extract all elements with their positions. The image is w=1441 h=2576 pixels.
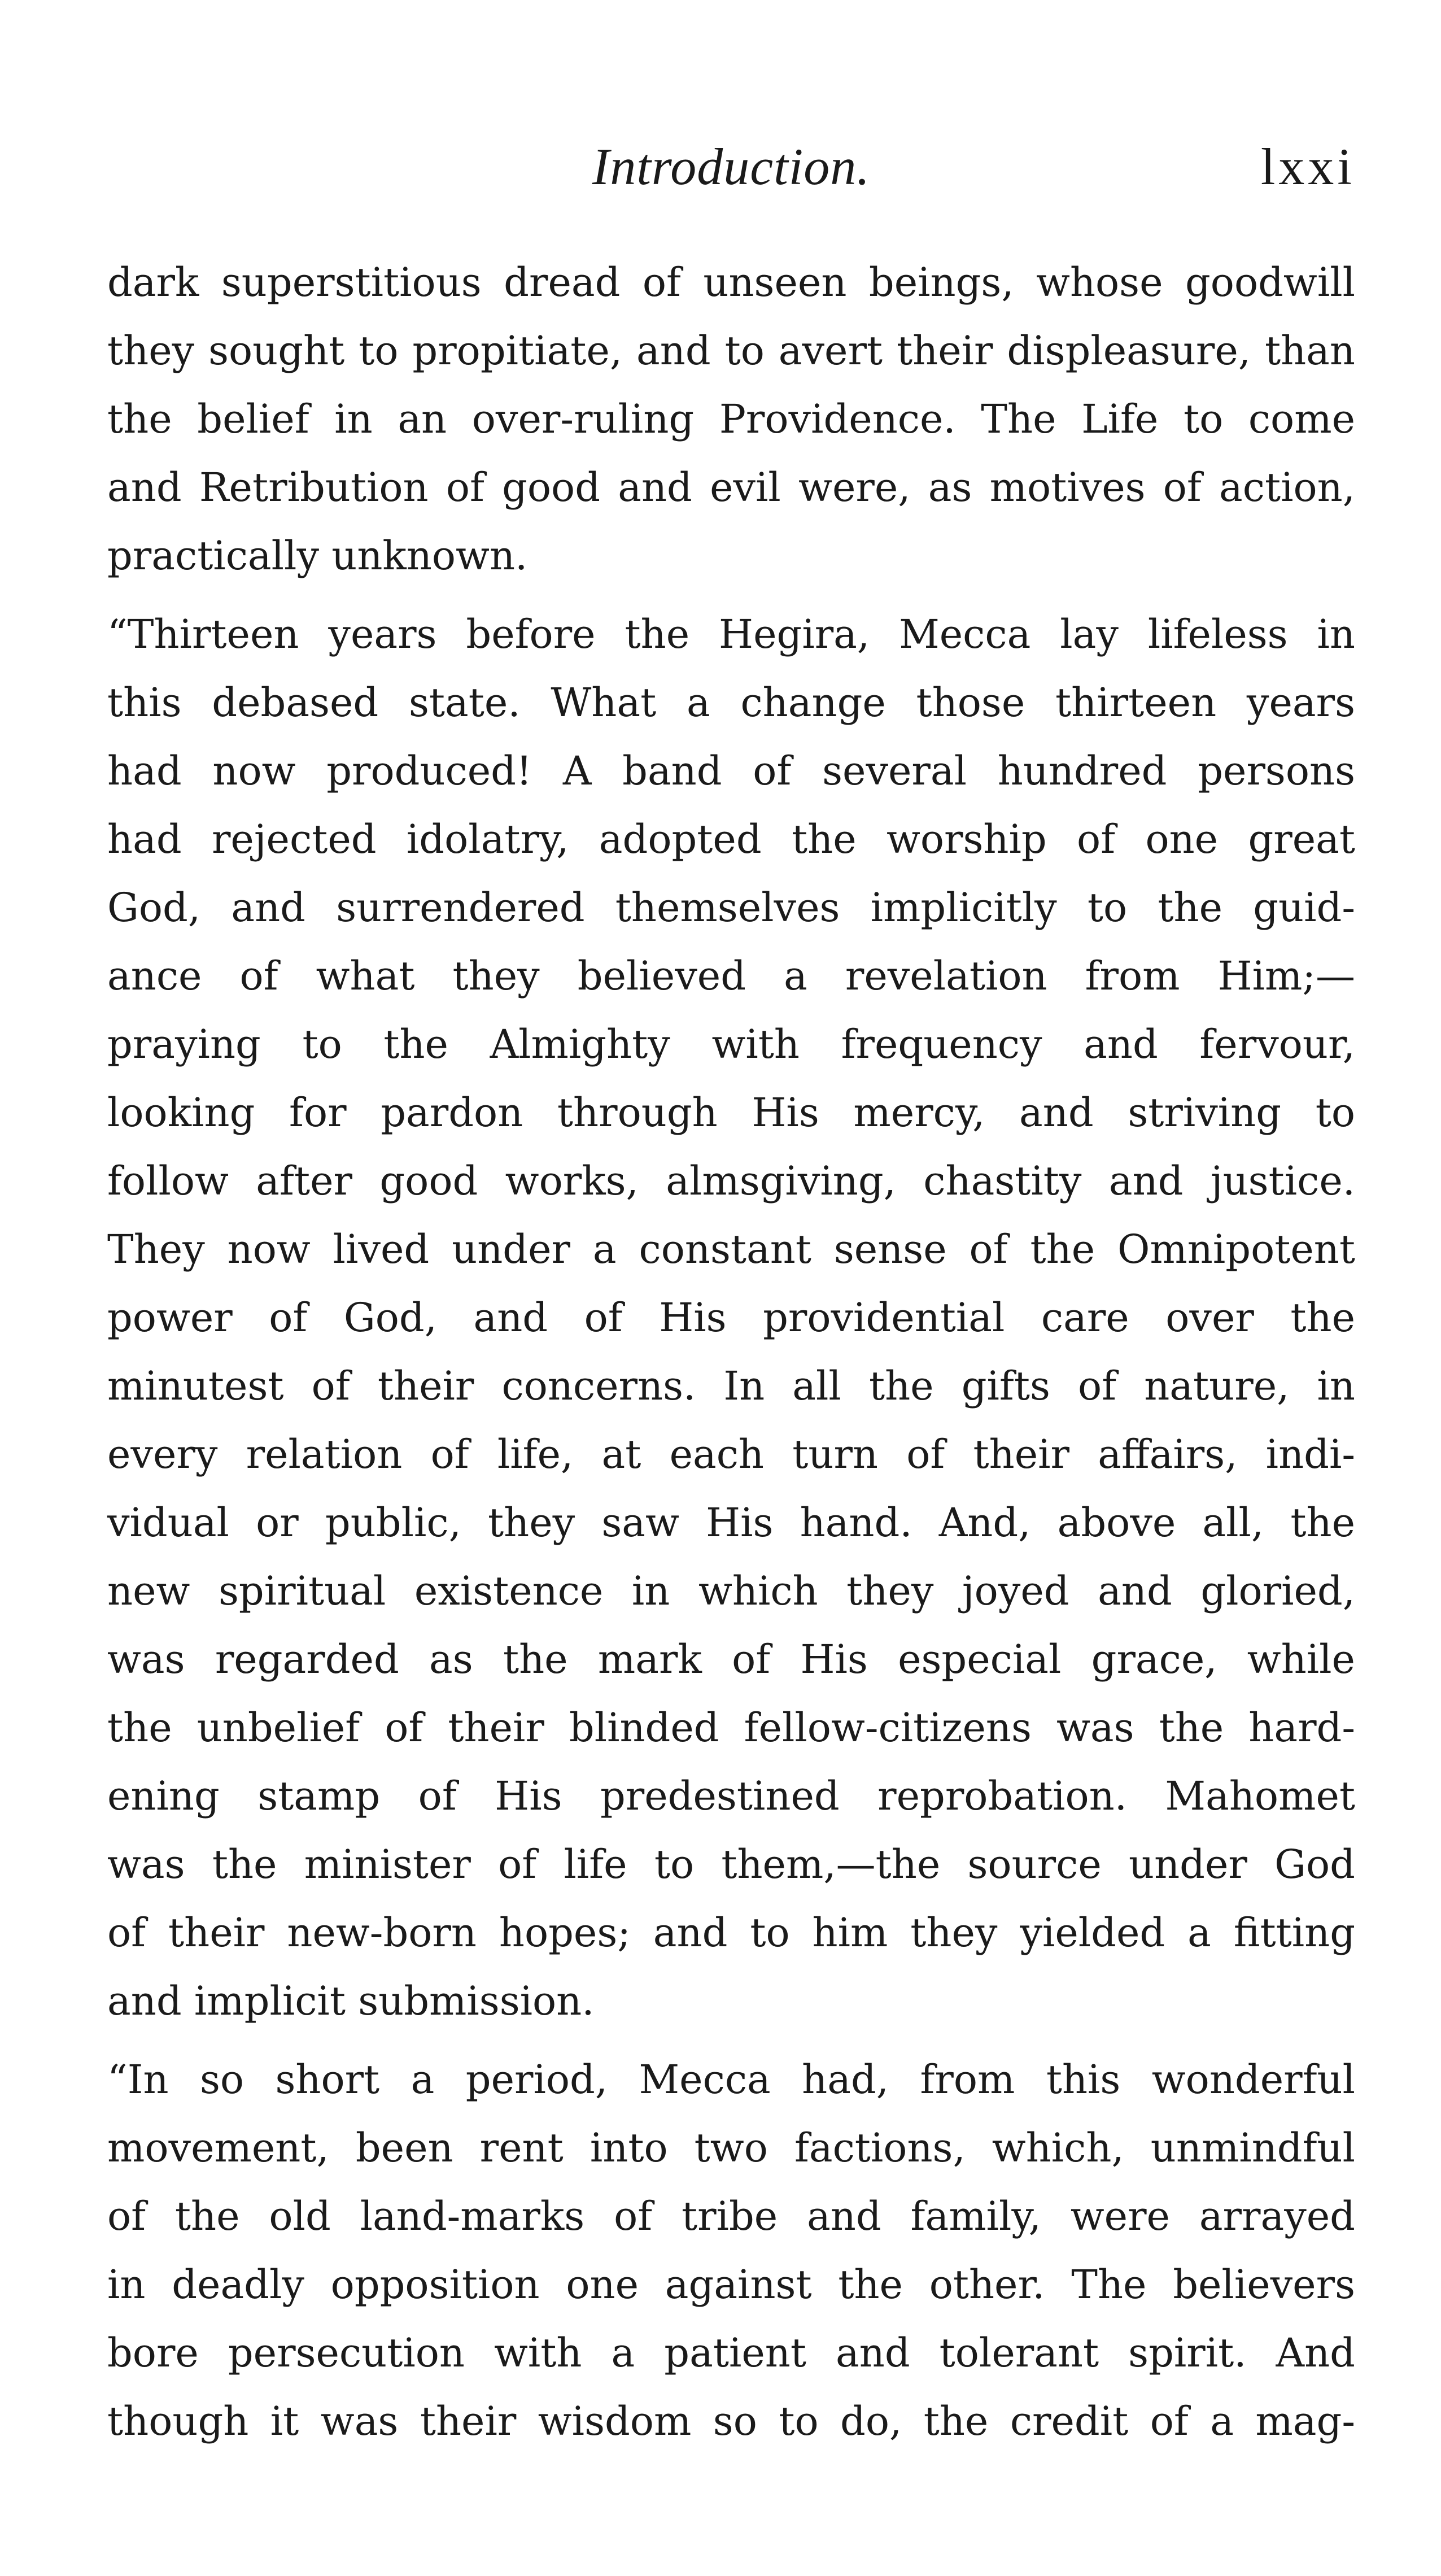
- text-line: looking for pardon through His mercy, and striving to: [107, 1089, 1355, 1136]
- text-line: bore persecution with a patient and tolerant spirit. And: [107, 2330, 1355, 2376]
- text-line: follow after good works, almsgiving, chastity and justice.: [107, 1158, 1355, 1204]
- text-line: had now produced! A band of several hundred persons: [107, 748, 1355, 794]
- text-line: minutest of their concerns. In all the gifts of nature, in: [107, 1363, 1355, 1409]
- page-number: lxxi: [1260, 138, 1355, 195]
- body-text: [107, 249, 1355, 2456]
- text-line: and implicit submission.: [107, 1978, 595, 2024]
- text-line: they sought to propitiate, and to avert their displeasure, than: [107, 328, 1355, 374]
- text-line: of the old land-marks of tribe and family, were arrayed: [107, 2193, 1355, 2239]
- text-line: practically unknown.: [107, 533, 528, 579]
- text-line: vidual or public, they saw His hand. And, above all, the: [107, 1500, 1355, 1546]
- text-line: of their new-born hopes; and to him they yielded a fitting: [107, 1910, 1355, 1956]
- text-line: was the minister of life to them,—the source under God: [107, 1841, 1355, 1888]
- text-line: movement, been rent into two factions, which, unmindful: [107, 2125, 1355, 2171]
- text-line: dark superstitious dread of unseen beings, whose goodwill: [107, 259, 1355, 306]
- text-line: this debased state. What a change those thirteen years: [107, 679, 1355, 726]
- text-line: power of God, and of His providential care over the: [107, 1294, 1355, 1341]
- running-title: Introduction.: [592, 138, 871, 195]
- text-line: had rejected idolatry, adopted the worship of one great: [107, 816, 1355, 862]
- paragraph: [107, 249, 1355, 590]
- running-head: [107, 136, 1355, 209]
- text-line: praying to the Almighty with frequency and fervour,: [107, 1021, 1355, 1067]
- text-line: the unbelief of their blinded fellow-citizens was the hard-: [107, 1705, 1355, 1751]
- paragraph: [107, 2046, 1355, 2456]
- paragraph: [107, 600, 1355, 2035]
- text-line: in deadly opposition one against the other. The believers: [107, 2261, 1355, 2308]
- text-line: ening stamp of His predestined reprobation. Mahomet: [107, 1773, 1355, 1819]
- text-line: new spiritual existence in which they joyed and gloried,: [107, 1568, 1355, 1614]
- paragraph-gap: [107, 2035, 1355, 2046]
- text-line: ance of what they believed a revelation from Him;—: [107, 953, 1355, 999]
- text-line: God, and surrendered themselves implicitly to the guid-: [107, 884, 1355, 931]
- text-line: “Thirteen years before the Hegira, Mecca lay lifeless in: [107, 611, 1355, 657]
- text-line: though it was their wisdom so to do, the credit of a mag-: [107, 2398, 1355, 2444]
- text-line: They now lived under a constant sense of the Omnipotent: [107, 1226, 1355, 1272]
- text-line: “In so short a period, Mecca had, from this wonderful: [107, 2056, 1355, 2103]
- paragraph-gap: [107, 590, 1355, 600]
- text-line: and Retribution of good and evil were, as motives of action,: [107, 464, 1355, 511]
- text-line: the belief in an over-ruling Providence. The Life to come: [107, 396, 1355, 442]
- text-line: was regarded as the mark of His especial grace, while: [107, 1636, 1355, 1683]
- text-line: every relation of life, at each turn of their affairs, indi-: [107, 1431, 1355, 1477]
